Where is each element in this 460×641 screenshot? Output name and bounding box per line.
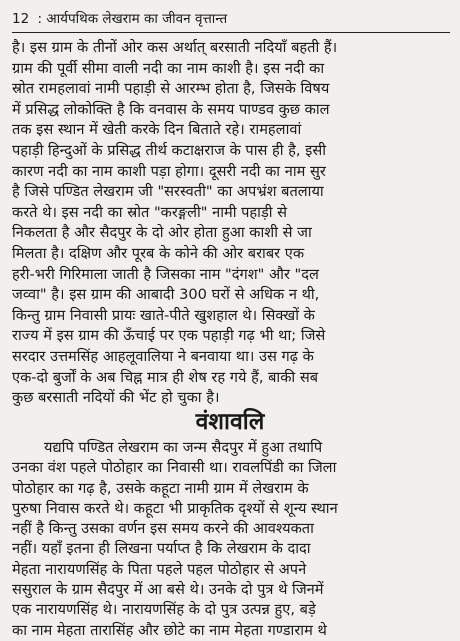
text-line: पहाड़ी हिन्दुओं के प्रसिद्ध तीर्थ कटाक्षराज के पास ही है, इसी bbox=[12, 141, 326, 159]
text-line: यद्यपि पण्डित लेखराम का जन्म सैदपुर में हुआ तथापि bbox=[44, 439, 323, 456]
text-line: स्रोत रामहलावां नामी पहाड़ी से आरम्भ होता है, जिसके विषय bbox=[12, 80, 330, 98]
text-line: तक इस स्थान में खेती करके दिन बिताते रहे। रामहलावां bbox=[12, 121, 302, 139]
text-line: जव्वा" है। इस ग्राम की आबादी 300 घरों से अधिक न थी, bbox=[12, 286, 320, 304]
text-line: किन्तु ग्राम निवासी प्रायः खाते-पीते खुशहाल थे। सिक्खों के bbox=[12, 306, 315, 324]
text-line: राज्य में इस ग्राम की ऊँचाई पर एक पहाड़ी गढ़ भी था; जिसे bbox=[12, 327, 326, 345]
text-line: पुरुषा निवास करते थे। कहूटा भी प्राकृतिक दृश्यों से शून्य स्थान bbox=[12, 499, 338, 517]
text-line: करते थे। इस नदी का स्रोत "करङ्गली" नामी पहाड़ी से bbox=[12, 203, 288, 221]
paragraph-genealogy bbox=[12, 438, 449, 641]
text-line: कुछ बरसाती नदियों की भेंट हो चुका है। bbox=[12, 389, 220, 407]
text-line: एक नारायणसिंह थे। नारायणसिंह के दो पुत्र उत्पन्न हुए, बड़े bbox=[12, 601, 316, 619]
running-title: आर्यपथिक लेखराम का जीवन वृत्तान्त bbox=[46, 11, 228, 27]
text-line: नहीं। यहाँ इतना ही लिखना पर्याप्त है कि लेखराम के दादा bbox=[12, 540, 311, 558]
text-line: एक-दो बुर्जों के अब चिह्न मात्र ही शेष रह गये हैं, बाकी सब bbox=[12, 368, 319, 386]
text-line: मेहता नारायणसिंह के पिता पहले पहल पोठोहार से अपने bbox=[12, 560, 307, 578]
text-line: उनका वंश पहले पोठोहार का निवासी था। रावलपिंडी का जिला bbox=[12, 459, 337, 477]
page-number: 12 bbox=[12, 11, 30, 27]
text-line: ग्राम की पूर्वी सीमा वाली नदी का नाम काशी है। इस नदी का bbox=[12, 59, 325, 77]
header-separator: : bbox=[37, 11, 43, 27]
text-line: ससुराल के ग्राम सैदपुर में आ बसे थे। उनके दो पुत्र थे जिनमें bbox=[12, 581, 324, 599]
text-line: का नाम मेहता तारासिंह और छोटे का नाम मेहता गण्डाराम थे bbox=[12, 621, 327, 639]
text-line: है जिसे पण्डित लेखराम जी "सरस्वती" का अपभ्रंश बतलाया bbox=[12, 183, 324, 201]
text-line: कारण नदी का नाम काशी पड़ा होगा। दूसरी नदी का नाम सुर bbox=[12, 162, 326, 180]
section-heading: वंशावलि bbox=[195, 409, 265, 435]
text-line: है। इस ग्राम के तीनों ओर कस अर्थात् बरसाती नदियाँ बहती हैं। bbox=[12, 39, 338, 56]
text-line: हरी-भरी गिरिमाला जाती है जिसका नाम "दंगश" और "दल bbox=[12, 265, 319, 283]
text-line: निकलता है और सैदपुर के दो ओर होता हुआ काशी से जा bbox=[12, 224, 312, 242]
text-line: सरदार उत्तमसिंह आहलूवालिया ने बनवाया था। उस गढ़ के bbox=[12, 347, 314, 365]
text-line: नहीं है किन्तु उसका वर्णन इस समय करने की आवश्यकता bbox=[12, 520, 314, 538]
running-header bbox=[12, 8, 450, 33]
text-line: में प्रसिद्ध लोकोक्ति है कि वनवास के समय पाण्डव कुछ काल bbox=[12, 100, 330, 118]
text-line: पोठोहार का गढ़ है, उसके कहूटा नामी ग्राम में लेखराम के bbox=[12, 479, 309, 497]
text-line: मिलता है। दक्षिण और पूरब के कोने की ओर बराबर एक bbox=[12, 244, 305, 262]
paragraph-village-rivers bbox=[12, 38, 449, 409]
